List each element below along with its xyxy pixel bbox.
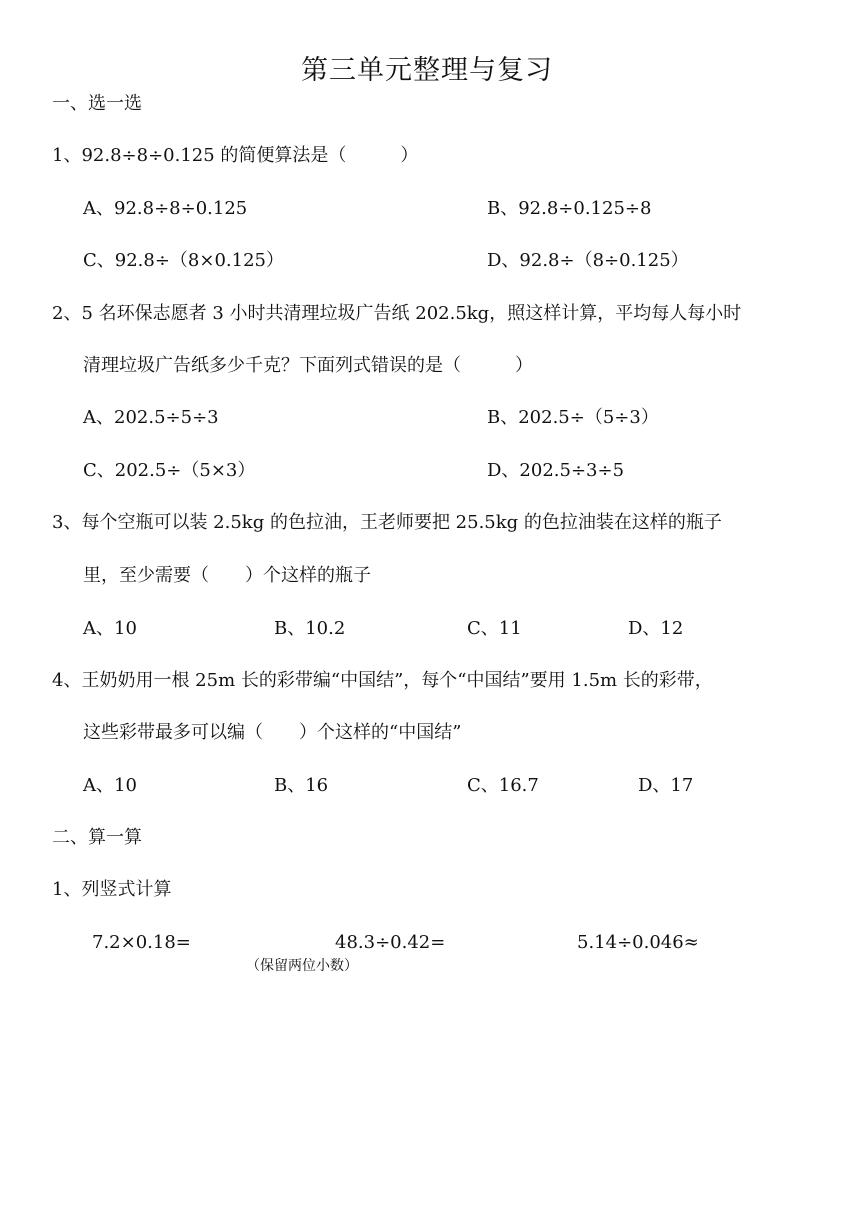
question-4-option-a: A、10 [83,775,137,796]
subsection-vertical-calculation: 1、列竖式计算 [52,879,172,900]
question-2-option-d: D、202.5÷3÷5 [487,460,625,481]
calc-problem-2: 48.3÷0.42= [335,932,446,953]
question-3-stem-line-2: 里，至少需要（ ）个这样的瓶子 [83,565,371,586]
question-1-stem: 1、92.8÷8÷0.125 的简便算法是（ ） [52,145,419,166]
question-4-option-c: C、16.7 [467,775,539,796]
question-2-option-c: C、202.5÷（5×3） [83,460,256,481]
question-4-stem-line-1: 4、王奶奶用一根 25m 长的彩带编“中国结”，每个“中国结”要用 1.5m 长的彩带， [52,670,713,691]
question-3-option-a: A、10 [83,618,137,639]
question-2-stem-line-1: 2、5 名环保志愿者 3 小时共清理垃圾广告纸 202.5kg，照这样计算，平均每人每小时 [52,303,742,324]
question-2-stem-line-2: 清理垃圾广告纸多少千克？下面列式错误的是（ ） [83,355,533,376]
rounding-note: （保留两位小数） [246,958,358,974]
question-1-option-a: A、92.8÷8÷0.125 [83,198,248,219]
question-3-option-c: C、11 [467,618,522,639]
question-3-option-d: D、12 [628,618,684,639]
calc-problem-1: 7.2×0.18= [92,932,191,953]
page-title: 第三单元整理与复习 [301,55,553,86]
question-4-stem-line-2: 这些彩带最多可以编（ ）个这样的“中国结” [83,722,462,743]
question-4-option-b: B、16 [274,775,329,796]
question-3-stem-line-1: 3、每个空瓶可以装 2.5kg 的色拉油，王老师要把 25.5kg 的色拉油装在这样的瓶子 [52,512,722,533]
question-2-option-a: A、202.5÷5÷3 [83,407,219,428]
question-1-option-c: C、92.8÷（8×0.125） [83,250,284,271]
question-4-option-d: D、17 [638,775,694,796]
question-1-option-b: B、92.8÷0.125÷8 [487,198,652,219]
question-3-option-b: B、10.2 [274,618,346,639]
calc-problem-3: 5.14÷0.046≈ [577,932,699,953]
question-2-option-b: B、202.5÷（5÷3） [487,407,659,428]
section-heading-calculate: 二、算一算 [52,827,142,848]
section-heading-choose: 一、选一选 [52,93,142,114]
question-1-option-d: D、92.8÷（8÷0.125） [487,250,689,271]
